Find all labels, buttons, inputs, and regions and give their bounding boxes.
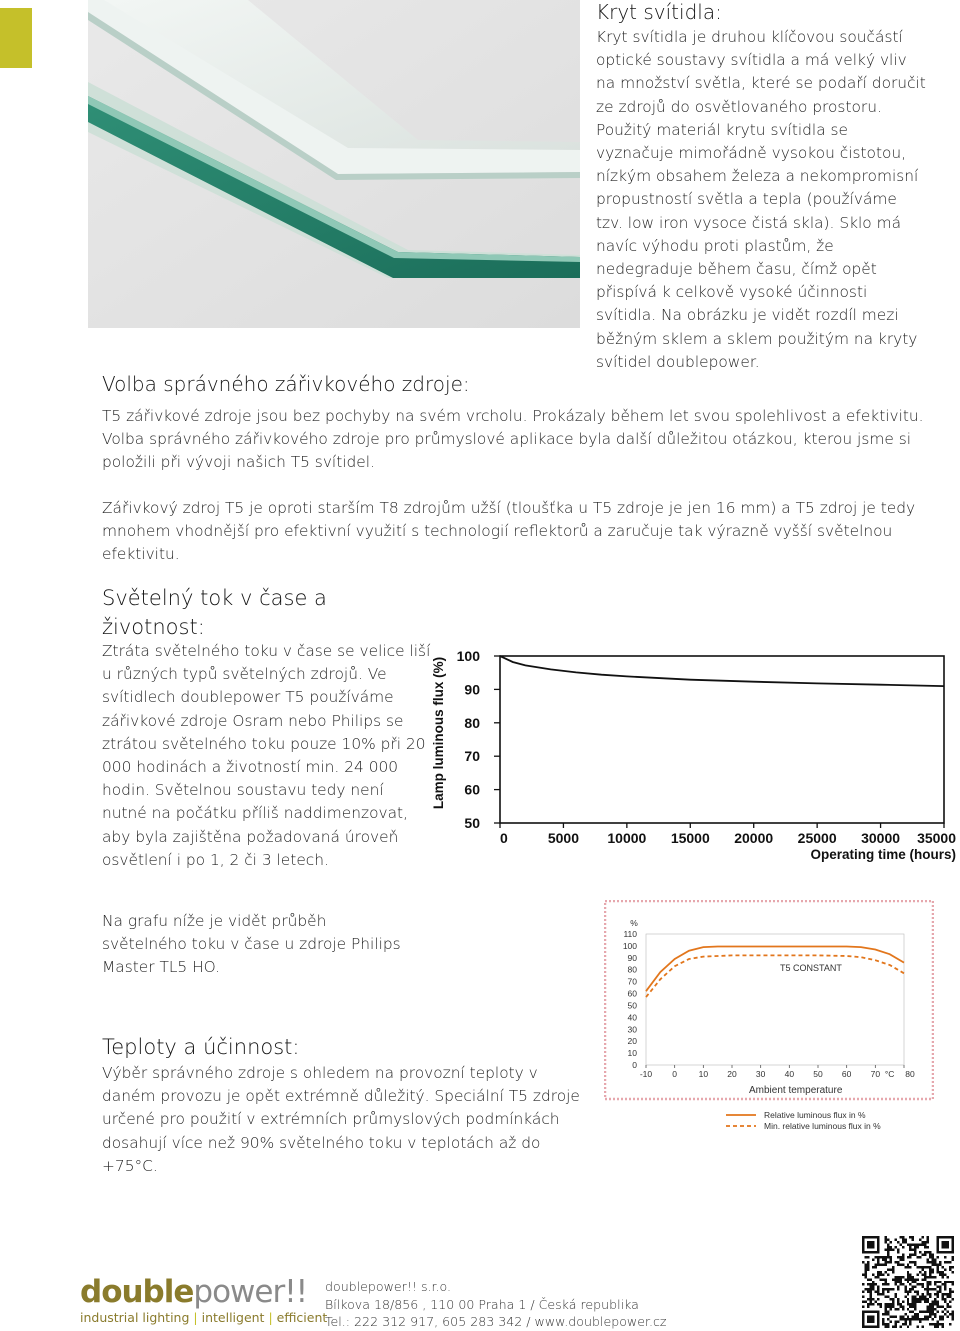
chart2-xtick-label: 30 xyxy=(755,1069,766,1079)
chart2-ytick-label: 60 xyxy=(627,988,637,999)
chart2-xtick-label: 70 xyxy=(870,1069,881,1079)
chart2-ylabel: % xyxy=(630,918,638,928)
flux-text: Ztráta světelného toku v čase se velice liší u různých typů světelných zdrojů. Ve svítidlech doublepower T5 používáme zářivkové zdroje Osram nebo Philips se ztrátou světelného toku pouze 10% při 20 000 hodinách a životností min. 24 000 hodin. Světelnou soustavu tedy není nutné na počátku příliš naddimenzovat, aby byla zajištěna požadovaná úroveň osvětlení i po 1, 2 či 3 letech. xyxy=(102,642,431,869)
chart2-ytick-label: 0 xyxy=(632,1060,637,1070)
chart2-ytick-label: 100 xyxy=(622,940,637,951)
chart2-ytick-label: 20 xyxy=(627,1036,637,1047)
chart1-ytick-label: 50 xyxy=(464,815,480,831)
company-name: doublepower!! s.r.o. xyxy=(325,1279,452,1294)
chart1-ytick-label: 100 xyxy=(456,648,480,664)
chart2-xtick-label: 20 xyxy=(727,1069,737,1079)
chart2-legend xyxy=(726,1110,881,1131)
flux-over-time-chart xyxy=(424,638,960,870)
glass-sample-photo xyxy=(88,0,580,328)
temperature-text: Výběr správného zdroje s ohledem na provozní teploty v daném provozu je opět extrémně důležitý. Speciální T5 zdroje určené pro použití v extrémních průmyslových podmínkách dosahují více než 90% světelného toku v teplotách až do +75°C. xyxy=(102,1064,580,1175)
chart2-xtick-label: 10 xyxy=(698,1069,709,1079)
chart2-ytick-label: 110 xyxy=(623,929,637,939)
chart2-ytick-label: 40 xyxy=(627,1012,637,1023)
chart2-xtick-label: 0 xyxy=(672,1069,678,1079)
chart2-xtick-label: -10 xyxy=(639,1069,653,1079)
chart2-series-relative xyxy=(646,947,904,992)
flux-title: Světelný tok v čase a životnost: xyxy=(102,586,327,639)
logo-wordmark xyxy=(80,1275,310,1309)
chart1-ytick-label: 80 xyxy=(464,714,480,731)
company-info xyxy=(325,1278,667,1331)
tagline-2: intelligent xyxy=(201,1310,265,1325)
flux-vs-temperature-chart xyxy=(604,900,934,1140)
chart2-xtick-label: 60 xyxy=(841,1069,852,1079)
chart2-ytick-label: 70 xyxy=(627,976,637,987)
chart2-ytick-label: 80 xyxy=(627,964,637,975)
chart1-xtick-label: 20000 xyxy=(734,830,774,846)
chart1-xtick-label: 0 xyxy=(500,830,508,846)
cover-title: Kryt svítidla: xyxy=(596,0,722,24)
accent-bar xyxy=(0,8,32,68)
source-text-1: T5 zářivkové zdroje jsou bez pochyby na svém vrcholu. Prokázaly během let svou spolehlivost a efektivitu. Volba správného zářivkového zdroje pro průmyslové aplikace byla další důležitou otázkou, kterou jsme si položili při vývoji našich T5 svítidel. xyxy=(102,407,924,472)
chart1-ytick-label: 90 xyxy=(464,681,480,698)
chart1-ytick-label: 60 xyxy=(464,781,480,798)
source-title: Volba správného zářivkového zdroje: xyxy=(102,372,470,396)
chart1-ylabel: Lamp luminous flux (%) xyxy=(431,656,446,810)
chart2-xtick-label: °C xyxy=(884,1069,895,1079)
chart1-xtick-label: 30000 xyxy=(861,830,901,846)
chart1-xtick-label: 10000 xyxy=(607,830,647,846)
legend-label-min: Min. relative luminous flux in % xyxy=(764,1121,881,1131)
legend-label-relative: Relative luminous flux in % xyxy=(764,1110,866,1120)
qr-code[interactable] xyxy=(862,1236,954,1328)
chart2-ytick-label: 10 xyxy=(627,1048,637,1059)
chart2-annotation: T5 CONSTANT xyxy=(780,963,842,973)
chart1-xtick-label: 5000 xyxy=(547,830,580,846)
chart2-xlabel: Ambient temperature xyxy=(749,1085,843,1096)
company-address: Bílkova 18/856 , 110 00 Praha 1 / Česká republika xyxy=(325,1296,639,1312)
tagline-1: industrial lighting xyxy=(80,1310,190,1325)
chart1-xtick-label: 15000 xyxy=(670,830,710,846)
cover-text: Kryt svítidla je druhou klíčovou součástí optické soustavy svítidla a má velký vliv na množství světla, které se podaří doručit ze zdrojů do osvětlovaného prostoru. Použitý materiál krytu svítidla se vyznačuje mimořádně vysokou čistotou, nízkým obsahem železa a nekompromisní propustností světla a tepla (používáme tzv. low iron vysoce čistá skla). Sklo má navíc výhodu proti plastům, že nedegraduje během času, čímž opět přispívá k celkově vysoké účinnosti svítidla. Na obrázku je vidět rozdíl mezi běžným sklem a sklem použitým na kryty svítidel doublepower. xyxy=(596,28,926,371)
flux-chart-note: Na grafu níže je vidět průběh světelného toku v čase u zdroje Philips Master TL5 HO. xyxy=(102,912,401,977)
chart1-xtick-label: 25000 xyxy=(797,830,837,846)
chart2-xtick-label: 40 xyxy=(784,1069,795,1079)
brand-logo[interactable] xyxy=(80,1274,328,1331)
tagline-3: efficient xyxy=(276,1310,328,1325)
chart2-ytick-label: 90 xyxy=(627,952,637,963)
logo-tagline xyxy=(80,1310,328,1325)
chart1-xlabel: Operating time (hours) xyxy=(810,847,956,862)
chart2-series-min xyxy=(646,955,904,997)
chart1-series-line xyxy=(500,656,944,686)
source-text-2: Zářivkový zdroj T5 je oproti starším T8 zdrojům užší (tloušťka u T5 zdroje je jen 16 mm) a T5 zdroj je tedy mnohem vhodnější pro efektivní využití s technologií reflektorů a zaručuje tak výrazně vyšší světelnou efektivitu. xyxy=(102,499,916,564)
tagline-separator: | xyxy=(268,1310,273,1325)
chart2-ytick-label: 30 xyxy=(627,1024,637,1035)
chart2-xtick-label: 80 xyxy=(905,1069,915,1079)
logo-light: power!! xyxy=(193,1274,308,1310)
company-contact[interactable]: Tel.: 222 312 917, 605 283 342 / www.doublepower.cz xyxy=(325,1314,667,1329)
chart1-xtick-label: 35000 xyxy=(917,830,956,846)
logo-bold: double xyxy=(80,1274,194,1310)
chart2-border xyxy=(605,901,933,1099)
chart2-ytick-label: 50 xyxy=(627,1000,637,1011)
chart1-ytick-label: 70 xyxy=(464,748,480,765)
tagline-separator: | xyxy=(193,1310,198,1325)
temperature-title: Teploty a účinnost: xyxy=(102,1035,300,1059)
chart2-xtick-label: 50 xyxy=(813,1069,823,1079)
